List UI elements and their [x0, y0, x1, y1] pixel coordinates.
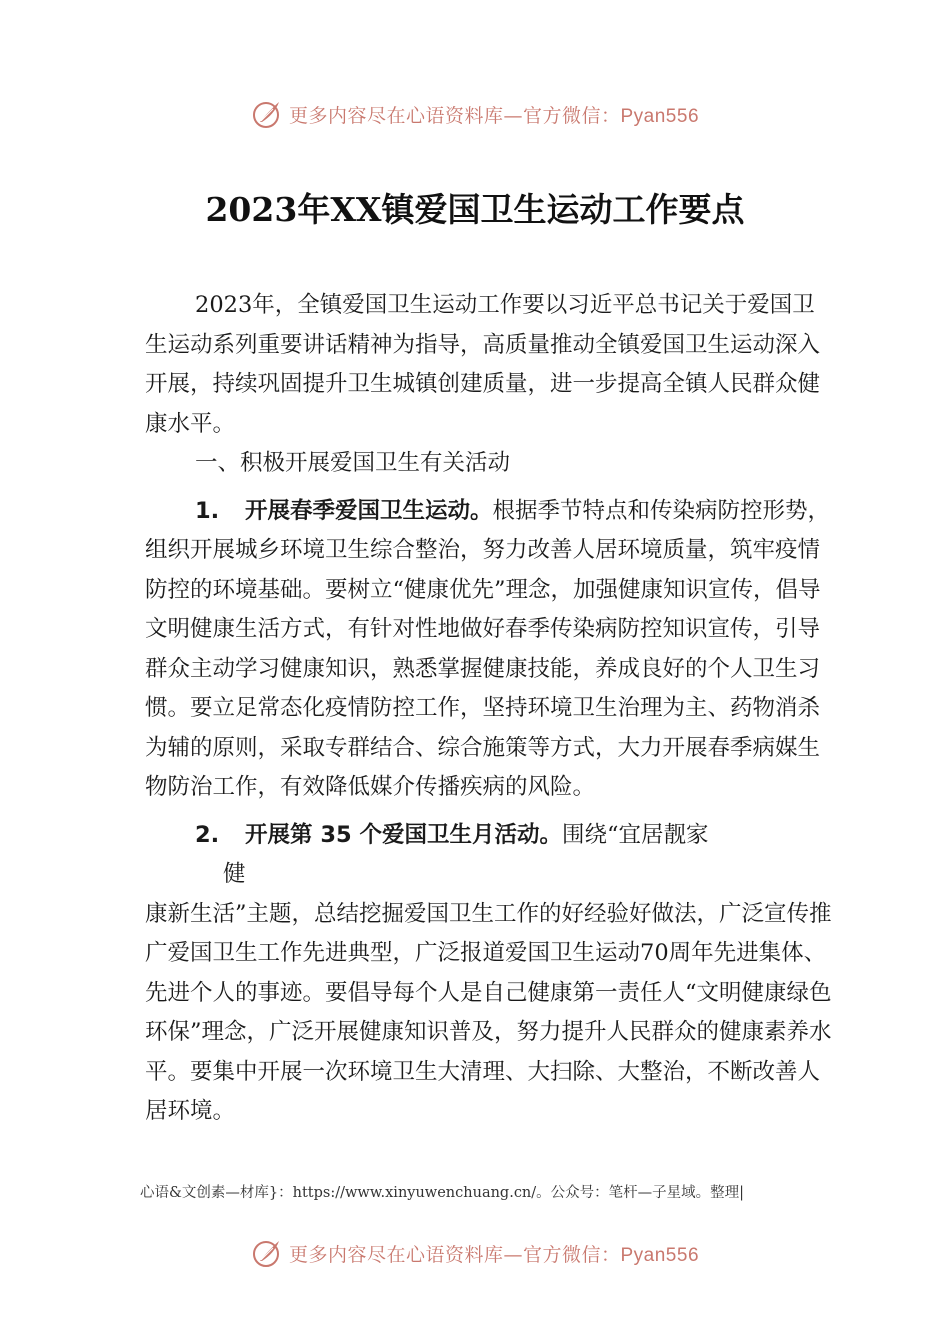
- top-banner: [0, 94, 950, 134]
- source-footer-line: 心语&文创素—材库}：https://www.xinyuwenchuang.cn/。公众号：笔杆—子星域。整理|: [140, 1185, 745, 1201]
- banner-text: 更多内容尽在心语资料库—官方微信：Pyan556: [288, 104, 700, 127]
- item-2-wrap-fragment: 健: [223, 861, 246, 887]
- item-1-body: 根据季节特点和传染病防控形势，组织开展城乡环境卫生综合整治，努力改善人居环境质量，筑牢疫情防控的环境基础。要树立“健康优先”理念，加强健康知识宣传，倡导文明健康生活方式，有针对性地做好春季传染病防控知识宣传，引导群众主动学习健康知识，熟悉掌握健康技能，养成良好的个人卫生习惯。要立足常态化疫情防控工作，坚持环境卫生治理为主、药物消杀为辅的原则，采取专群结合、综合施策等方式，大力开展春季病媒生物防治工作，有效降低媒介传播疾病的风险。: [145, 497, 831, 800]
- section-heading-1: 一、积极开展爱国卫生有关活动: [195, 450, 511, 476]
- item-2-body: 围绕“宜居靓家: [561, 821, 709, 848]
- document-title: 2023年XX镇爱国卫生运动工作要点: [205, 190, 745, 229]
- document-body: [145, 286, 835, 1132]
- item-2-heading: 2. 开展第 35 个爱国卫生月活动。: [195, 822, 562, 848]
- item-2-paragraph: [145, 816, 835, 856]
- item-1-number: 1.: [195, 497, 220, 524]
- item-2-body-continued: 康新生活”主题，总结挖掘爱国卫生工作的好经验好做法，广泛宣传推广爱国卫生工作先进典型，广泛报道爱国卫生运动70周年先进集体、先进个人的事迹。要倡导每个人是自己健康第一责任人“文明健康绿色环保”理念，广泛开展健康知识普及，努力提升人民群众的健康素养水平。要集中开展一次环境卫生大清理、大扫除、大整治，不断改善人居环境。: [145, 900, 832, 1124]
- item-1-heading: 1. 开展春季爱国卫生运动。: [195, 498, 493, 524]
- item-1-paragraph: [145, 492, 835, 808]
- bottom-banner: [0, 1233, 950, 1273]
- banner-text: 更多内容尽在心语资料库—官方微信：Pyan556: [288, 1243, 700, 1266]
- item-2-number: 2.: [195, 821, 220, 848]
- feather-pen-seal-icon: [251, 98, 283, 130]
- feather-pen-seal-icon: [251, 1237, 283, 1269]
- intro-paragraph: 2023年，全镇爱国卫生运动工作要以习近平总书记关于爱国卫生运动系列重要讲话精神为指导，高质量推动全镇爱国卫生运动深入开展，持续巩固提升卫生城镇创建质量，进一步提高全镇人民群众健康水平。: [145, 292, 821, 437]
